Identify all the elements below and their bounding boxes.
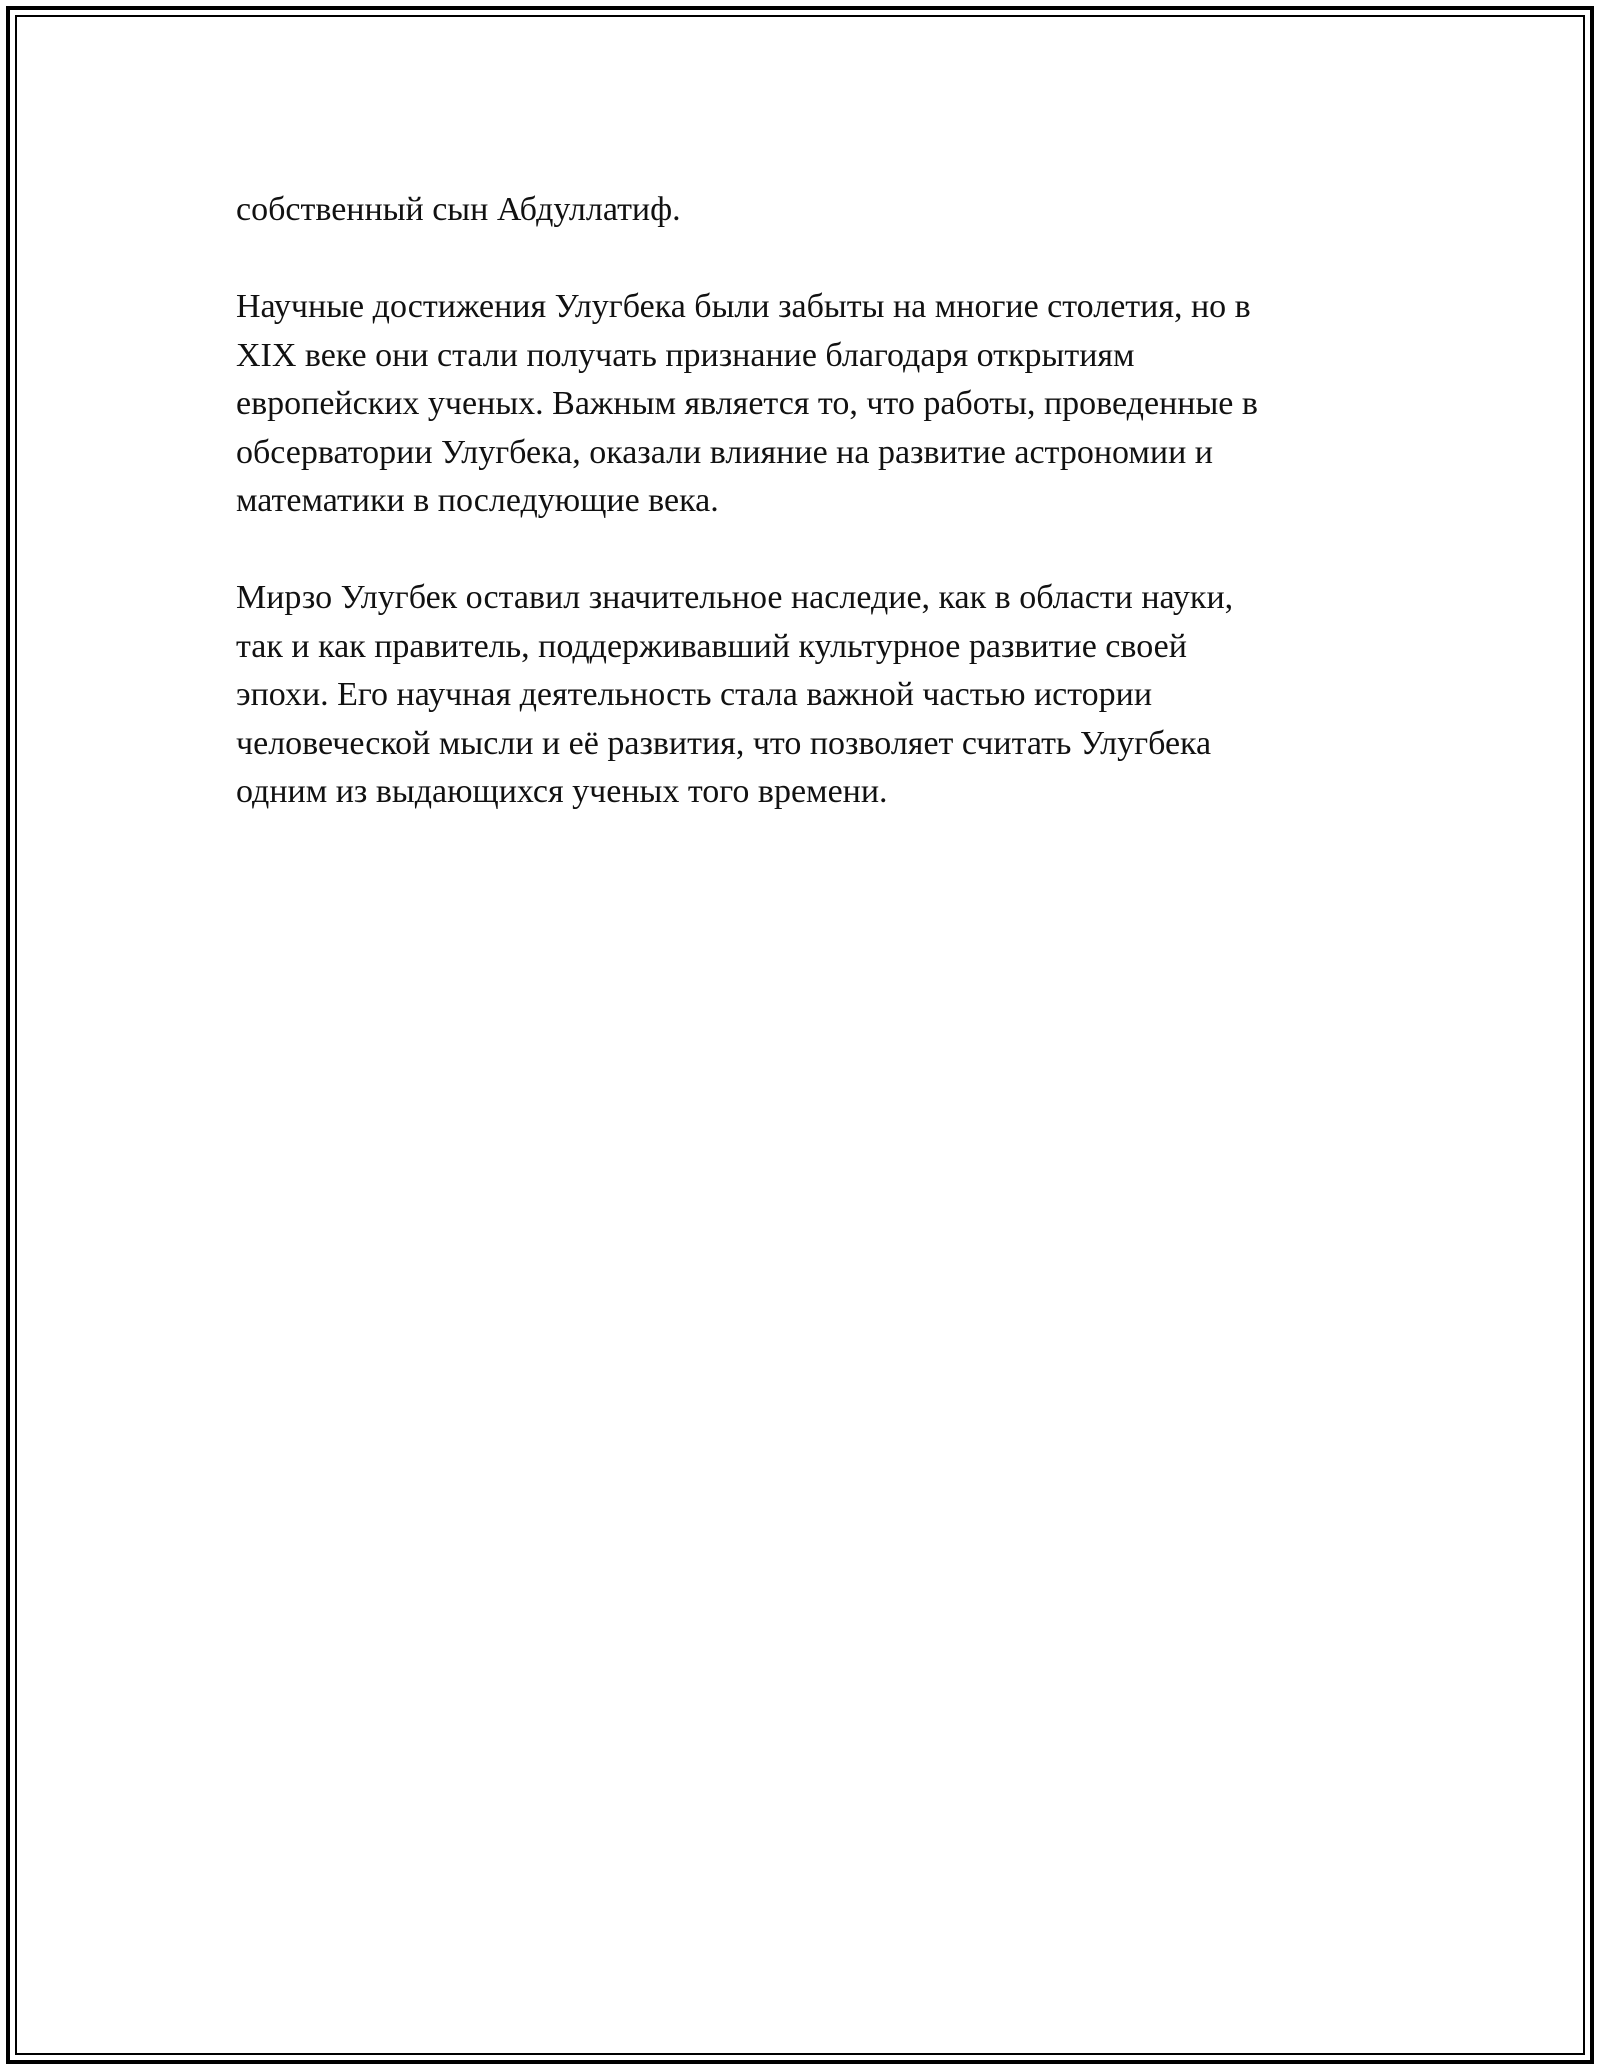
text-line: обсерватории Улугбека, оказали влияние на развитие астрономии и (236, 433, 1213, 471)
text-line: европейских ученых. Важным является то, что работы, проведенные в (236, 385, 1258, 422)
paragraph (236, 574, 1366, 817)
text-line: так и как правитель, поддерживавший культурное развитие своей (236, 627, 1187, 665)
paragraph (236, 283, 1366, 526)
text-line: Научные достижения Улугбека были забыты на многие столетия, но в (236, 288, 1251, 325)
paragraph (236, 186, 1366, 235)
text-line: математики в последующие века. (236, 482, 719, 519)
text-line: человеческой мысли и её развития, что позволяет считать Улугбека (236, 724, 1212, 762)
text-line: эпохи. Его научная деятельность стала важной частью истории (236, 676, 1153, 713)
text-line: Мирзо Улугбек оставил значительное наследие, как в области науки, (236, 579, 1234, 616)
text-line: собственный сын Абдуллатиф. (236, 191, 681, 228)
document-body (236, 186, 1366, 865)
text-line: одним из выдающихся ученых того времени. (236, 773, 888, 810)
text-line: XIX веке они стали получать признание благодаря открытиям (236, 336, 1135, 374)
